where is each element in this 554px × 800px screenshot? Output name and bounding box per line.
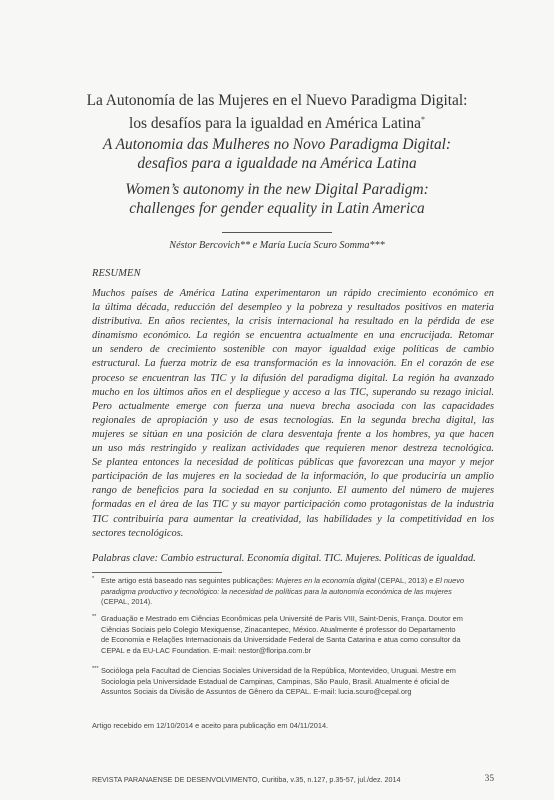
abstract-line: un sendero de crecimiento sostenible con mayor igualdad exige políticas de cambio [92,344,494,356]
abstract-line: regionales de apropiación y uso de esas tecnologías. En la segunda brecha digital, las [92,414,494,426]
abstract-line: un uso más restringido y realizan actividades que requieren menor destreza tecnológica. [92,443,494,455]
title-portuguese [60,135,494,173]
abstract-line: sectores tecnológicos. [92,527,184,539]
title-english-line2: challenges for gender equality in Latin America [129,200,425,217]
journal-citation: REVISTA PARANAENSE DE DESENVOLVIMENTO, Curitiba, v.35, n.127, p.35-57, jul./dez. 2014 [92,775,401,784]
footnote-1-ref2-start: e El nuevo [429,576,465,585]
abstract-line: rango de beneficios para la sociedad en su conjunto. El aumento del número de mujeres [92,485,494,497]
footnote-1-line1 [92,576,494,587]
title-spanish-line1: La Autonomía de las Mujeres en el Nuevo Paradigma Digital: [86,92,468,109]
footnote-3-line2: Sociologia pela Universidade Estadual de Campinas, Campinas, São Paulo, Brasil. Atualmente é oficial de [101,676,450,686]
abstract-line: distributiva. En años recientes, la crisis internacional ha resultado en la pérdida de ese [92,316,494,328]
title-english [60,180,494,218]
abstract-line: Se plantea entonces la necesidad de políticas públicas que favorezcan una mayor y mejor [92,457,494,469]
page-number: 35 [484,774,494,784]
footnote-2-mark: ** [92,614,97,620]
title-portuguese-line1: A Autonomia das Mulheres no Novo Paradigma Digital: [102,136,452,153]
authors: Néstor Bercovich** e María Lucía Scuro Somma*** [169,240,385,251]
footnote-1 [92,576,494,608]
footnote-1-mark: * [92,576,95,582]
footnote-1-ref2-title: paradigma productivo y tecnológico: la necesidad de políticas para la autonomía económica de las mujeres [101,586,452,596]
title-english-line1: Women’s autonomy in the new Digital Paradigm: [125,181,429,198]
title-spanish-line2-text: los desafíos para la igualdad en América Latina [129,115,421,133]
abstract-line: TIC contribuiría para aumentar la creatividad, las habilidades y la competitividad en los [92,513,494,525]
title-footnote-mark[interactable]: * [420,115,425,124]
footnote-2-line2: Ciências Sociais pelo Colegio Mexiquense, Zinacantepec, México. Atualmente é professor do Departamento [101,624,456,634]
abstract-line: Pero actualmente emerge con fuerza una nueva brecha asociada con las capacidades [92,400,494,412]
footnote-3-line3: Assuntos Sociais da Divisão de Assuntos de Gênero da CEPAL. E-mail: lucia.scuro@cepal.org [101,687,412,697]
title-portuguese-line2: desafios para a igualdade na América Latina [137,155,417,172]
abstract-heading: RESUMEN [92,268,141,279]
received-date-note [92,721,494,732]
abstract-line: la última década, reducción del desempleo y la pobreza y resultados positivos en materia [92,302,494,314]
keywords: Palabras clave: Cambio estructural. Economía digital. TIC. Mujeres. Políticas de igualdad. [92,553,476,564]
received-date-text: Artigo recebido em 12/10/2014 e aceito para publicação em 04/11/2014. [92,721,329,730]
footnote-1-text: Este artigo está baseado nas seguintes publicações: [101,576,276,585]
abstract-line: Muchos países de América Latina experimentaron un rápido crecimiento económico en [92,288,494,299]
footnote-3 [92,666,494,698]
footnote-2-line3: de Economia e Relações Internacionais da Universidade Federal de Santa Catarina e atua como consultor da [101,635,461,645]
abstract-line: formadas en el área de las TIC y su mayor participación como protagonistas de la industria [92,499,494,511]
abstract-line: estructural. La fuerza motriz de esa transformación es la innovación. En el corazón de ese [92,358,494,370]
footnote-divider [92,572,222,573]
abstract-line: mujeres se sitúan en una posición de clara desventaja frente a los hombres, ya que hacen [92,428,494,440]
footnote-3-mark: *** [92,666,99,672]
footnote-2-line1: Graduação e Mestrado em Ciências Econômicas pela Université de Paris VIII, Saint-Denis, França. Doutor em [101,614,463,623]
title-spanish-line2 [60,110,494,133]
abstract-body [92,287,494,541]
footnote-3-line1: Socióloga pela Facultad de Ciencias Sociales Universidad de la República, Montevideo, Uruguai. Mestre em [101,666,456,675]
abstract-line: dinamismo económico. La región se encuentra actualmente en una encrucijada. Retomar [92,330,494,342]
abstract-line: mucho en los últimos años en el despliegue y acceso a las TIC, superando su rezago inicial. [92,386,494,398]
title-spanish [60,91,494,133]
abstract-line: participación de las mujeres en la sociedad de la información, lo que produciría un amplio [92,471,494,483]
footnote-2 [92,614,494,656]
footnote-1-ref-year: (CEPAL, 2013) [375,576,430,585]
footnote-1-line3: (CEPAL, 2014). [101,597,153,607]
footnote-2-line4: CEPAL e da EU-LAC Foundation. E-mail: nestor@floripa.com.br [101,645,312,655]
footnote-1-ref-title: Mujeres en la economía digital [275,576,376,585]
abstract-line: proceso se encuentran las TIC y la difusión del paradigma digital. La región ha avanzado [92,372,494,384]
footnote-1-line2 [92,587,494,598]
title-divider [222,232,332,233]
